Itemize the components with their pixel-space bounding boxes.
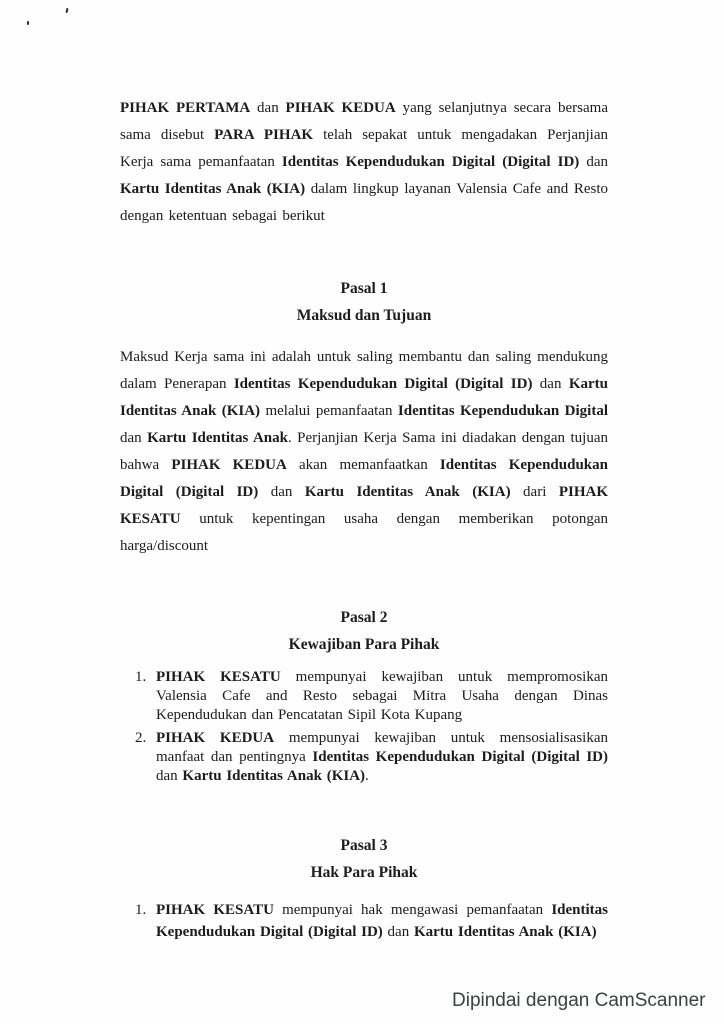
list-item-text: PIHAK KESATU mempunyai kewajiban untuk mempromosikan Valensia Cafe and Resto sebagai Mitra Usaha dengan Dinas Kependudukan dan Pencatatan Sipil Kota Kupang xyxy=(156,669,608,723)
list-item xyxy=(120,729,608,786)
pasal-3-title: Pasal 3 xyxy=(340,837,388,854)
list-item-number: 2. xyxy=(135,730,147,746)
list-item-number: 1. xyxy=(135,669,147,685)
pasal-1-title: Pasal 1 xyxy=(340,280,388,297)
camscanner-watermark: Dipindai dengan CamScanner xyxy=(452,990,706,1011)
list-item-text: PIHAK KEDUA mempunyai kewajiban untuk mensosialisasikan manfaat dan pentingnya Identitas Kependudukan Digital (Digital ID) dan Kartu Identitas Anak (KIA). xyxy=(156,730,608,784)
pasal-1-subtitle: Maksud dan Tujuan xyxy=(296,307,432,324)
list-item xyxy=(120,899,608,943)
pasal-1-body: Maksud Kerja sama ini adalah untuk saling membantu dan saling mendukung dalam Penerapan Identitas Kependudukan Digital (Digital ID) dan Kartu Identitas Anak (KIA) melalui pemanfaatan Identitas Kependudukan Digital dan Kartu Identitas Anak. Perjanjian Kerja Sama ini diadakan dengan tujuan bahwa PIHAK KEDUA akan memanfaatkan Identitas Kependudukan Digital (Digital ID) dan Kartu Identitas Anak (KIA) dari PIHAK KESATU untuk kepentingan usaha dengan memberikan potongan harga/discount xyxy=(120,349,608,554)
pasal-2-title: Pasal 2 xyxy=(340,609,388,626)
scan-artifact xyxy=(27,21,30,25)
pasal-2-subtitle: Kewajiban Para Pihak xyxy=(288,636,440,653)
pasal-3-list xyxy=(120,899,608,943)
pasal-3-subtitle: Hak Para Pihak xyxy=(310,864,418,881)
list-item-text: PIHAK KESATU mempunyai hak mengawasi pemanfaatan Identitas Kependudukan Digital (Digital ID) dan Kartu Identitas Anak (KIA) xyxy=(156,902,608,940)
list-item-number: 1. xyxy=(135,902,147,918)
intro-paragraph: PIHAK PERTAMA dan PIHAK KEDUA yang selanjutnya secara bersama sama disebut PARA PIHAK telah sepakat untuk mengadakan Perjanjian Kerja sama pemanfaatan Identitas Kependudukan Digital (Digital ID) dan Kartu Identitas Anak (KIA) dalam lingkup layanan Valensia Cafe and Resto dengan ketentuan sebagai berikut xyxy=(120,100,609,224)
list-item xyxy=(120,668,608,725)
document-content xyxy=(120,95,608,943)
pasal-2-list xyxy=(120,668,608,786)
scan-artifact xyxy=(66,8,69,13)
